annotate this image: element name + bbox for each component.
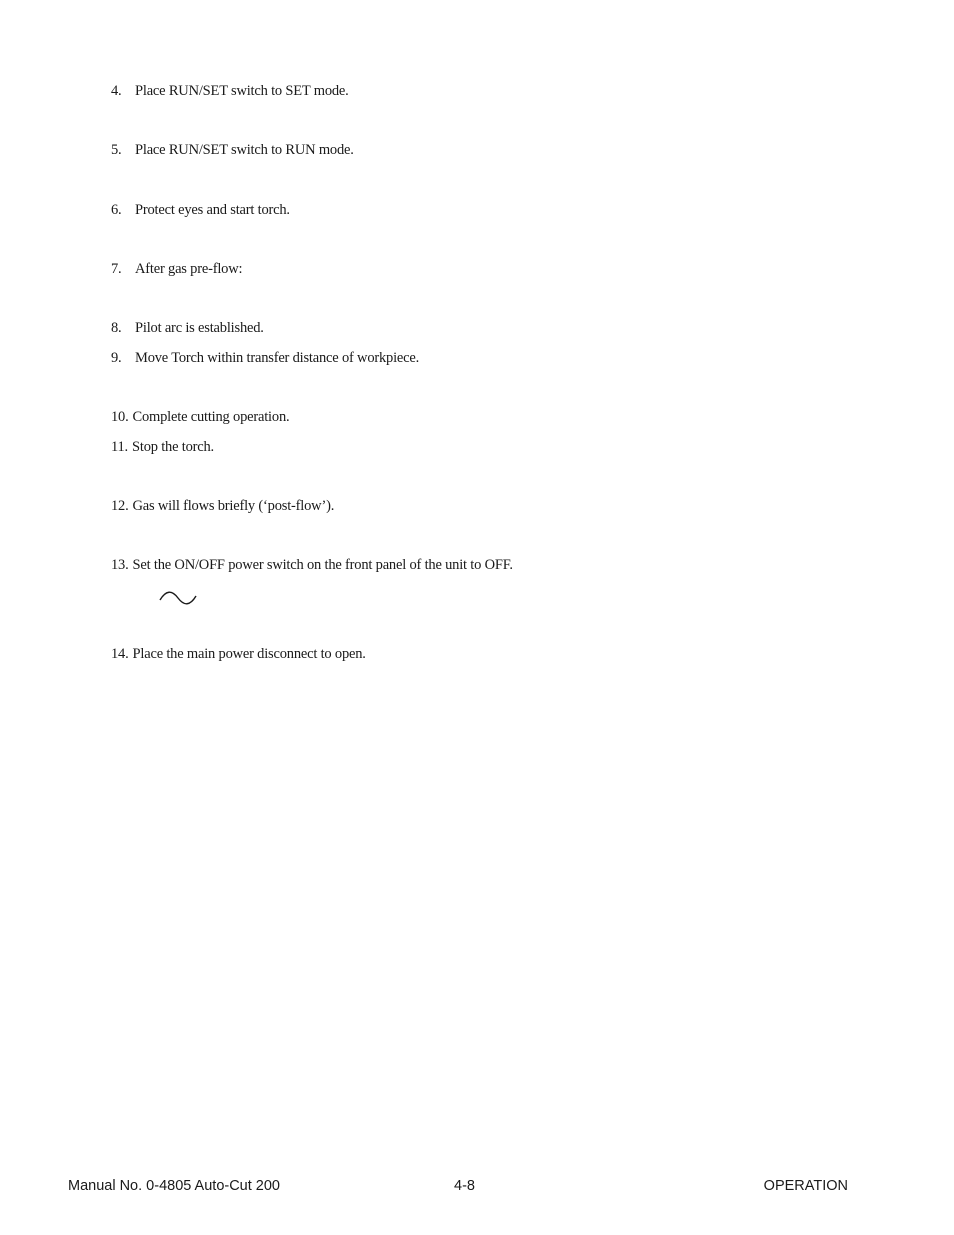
step-7 xyxy=(111,260,242,278)
step-text: Place RUN/SET switch to RUN mode. xyxy=(135,142,354,158)
step-number: 8. xyxy=(111,320,122,336)
step-text: Place the main power disconnect to open. xyxy=(132,646,366,662)
step-12 xyxy=(111,497,334,515)
step-text: Move Torch within transfer distance of workpiece. xyxy=(135,350,420,366)
step-8 xyxy=(111,319,264,337)
step-6 xyxy=(111,201,290,219)
step-5 xyxy=(111,141,354,159)
step-9 xyxy=(111,349,419,367)
step-4 xyxy=(111,82,349,100)
step-number: 12. xyxy=(111,498,129,514)
footer-section-title: OPERATION xyxy=(763,1178,848,1194)
step-number: 10. xyxy=(111,409,129,425)
step-number: 4. xyxy=(111,83,122,99)
footer-page-number: 4-8 xyxy=(454,1178,475,1194)
step-text: Set the ON/OFF power switch on the front panel of the unit to OFF. xyxy=(132,557,513,573)
step-number: 9. xyxy=(111,350,122,366)
footer-manual-number: Manual No. 0-4805 Auto-Cut 200 xyxy=(68,1178,280,1194)
step-text: Protect eyes and start torch. xyxy=(135,202,290,218)
step-14 xyxy=(111,645,366,663)
step-10 xyxy=(111,408,289,426)
step-text: Gas will flows briefly (‘post-flow’). xyxy=(132,498,335,514)
step-text: After gas pre-flow: xyxy=(135,261,243,277)
step-number: 14. xyxy=(111,646,129,662)
step-text: Pilot arc is established. xyxy=(135,320,264,336)
step-text: Stop the torch. xyxy=(132,439,214,455)
step-number: 7. xyxy=(111,261,122,277)
step-number: 6. xyxy=(111,202,122,218)
step-11 xyxy=(111,438,214,456)
step-number: 11. xyxy=(111,439,128,455)
step-number: 5. xyxy=(111,142,122,158)
step-text: Place RUN/SET switch to SET mode. xyxy=(135,83,349,99)
step-13 xyxy=(111,556,513,574)
step-text: Complete cutting operation. xyxy=(132,409,290,425)
step-number: 13. xyxy=(111,557,129,573)
ac-power-symbol-icon xyxy=(158,589,198,607)
